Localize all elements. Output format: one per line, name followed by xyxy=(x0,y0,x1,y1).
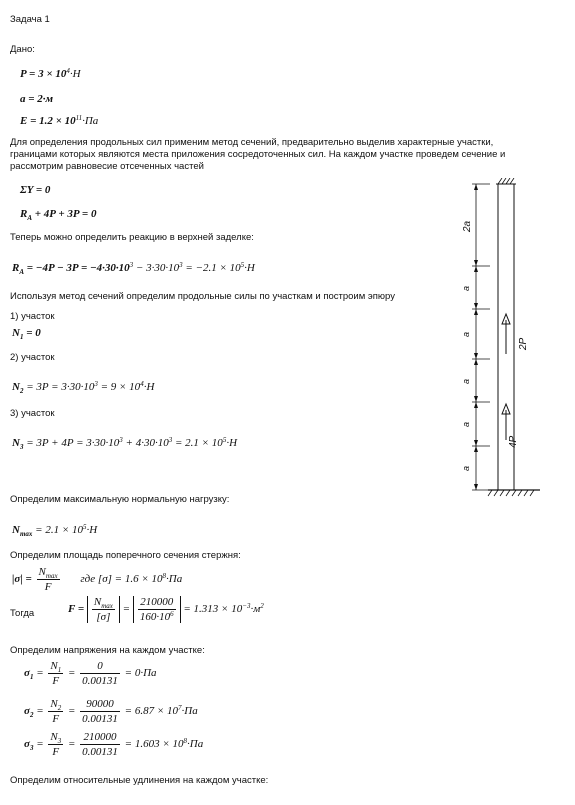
eq-n2: $N_2 = 3P = 3\cdot 30\cdot 10^3 = 9 \times 10^4\cdot H$ xyxy=(12,380,155,395)
eq-sum-y: ΣY = 0 xyxy=(20,184,51,196)
dim-a-4: a xyxy=(461,421,471,427)
eq-n1: $N_1 = 0$ xyxy=(12,327,41,341)
dim-a-3: a xyxy=(461,378,471,384)
dim-a-5: a xyxy=(461,465,471,471)
eq-sigma-3: $\sigma_3$ = $\frac{N_3}{F}$ = $\frac{210000}{0.00131}$ = $1.603 \times 10^8\cdot Па$ xyxy=(24,731,204,758)
method-text: Используя метод сечений определим продольные силы по участкам и построим эпюру xyxy=(10,291,395,302)
given-a: a = 2·м xyxy=(20,93,54,105)
reaction-text: Теперь можно определить реакцию в верхней заделке: xyxy=(10,232,254,243)
intro-line-2: границами которых являются места приложения сосредоточенных сил. На каждом участке проведем сечение и xyxy=(10,149,506,160)
eq-sigma-2: $\sigma_2$ = $\frac{N_2}{F}$ = $\frac{90000}{0.00131}$ = $6.87 \times 10^7\cdot Па$ xyxy=(24,698,198,725)
eq-nmax: $N_{max} = 2.1 \times 10^5\cdot H$ xyxy=(12,523,98,538)
task-title: Задача 1 xyxy=(10,14,50,25)
given-e: $E = 1.2 \times 10^{11}\cdot Па$ xyxy=(20,114,99,127)
section-3: 3) участок xyxy=(10,408,55,419)
area-text: Определим площадь поперечного сечения стержня: xyxy=(10,550,241,561)
section-2: 2) участок xyxy=(10,352,55,363)
eq-ra: $R_A = -4P - 3P = -4\cdot 30\cdot 10^3 - 3\cdot 30\cdot 10^3 = -2.1 \times 10^5\cdot H$ xyxy=(12,261,255,276)
eq-sigma-condition: |σ| = $\frac{N_{max}}{F}$ где $[\sigma] = 1.6 \times 10^8\cdot Па$ xyxy=(12,566,183,593)
eq-ra-equilibrium: $R_A + 4P + 3P = 0$ xyxy=(20,208,97,222)
dim-a-1: a xyxy=(461,285,471,291)
section-1: 1) участок xyxy=(10,311,55,322)
dim-a-2: a xyxy=(461,331,471,337)
given-p: $P = 3 \times 10^4\cdot H$ xyxy=(20,67,81,80)
stress-text: Определим напряжения на каждом участке: xyxy=(10,645,205,656)
then-label: Тогда xyxy=(10,608,35,619)
eq-n3: $N_3 = 3P + 4P = 3\cdot 30\cdot 10^3 + 4\cdot 30\cdot 10^3 = 2.1 \times 10^5\cdot H$ xyxy=(12,436,238,451)
eq-sigma-1: $\sigma_1$ = $\frac{N_1}{F}$ = $\frac{0}{0.00131}$ = 0·Па xyxy=(24,660,157,687)
intro-line-1: Для определения продольных сил применим метод сечений, предварительно выделив характерные участки, xyxy=(10,137,494,148)
intro-line-3: рассмотрим равновесие отсеченных частей xyxy=(10,161,204,172)
force-2p-label: 2P xyxy=(518,337,529,350)
max-text: Определим максимальную нормальную нагрузку: xyxy=(10,494,230,505)
given-label: Дано: xyxy=(10,44,35,55)
dim-2a: 2a xyxy=(462,220,473,232)
eq-f: F = $\frac{N_{max}}{[\sigma]}$ = $\frac{210000}{160\cdot 10^6}$ = $1.313 \times 10^{-3}\cdot м^2$ xyxy=(68,596,264,623)
force-4p-label: 4P xyxy=(508,435,519,448)
bar-diagram xyxy=(460,178,540,498)
elongation-text: Определим относительные удлинения на каждом участке: xyxy=(10,775,269,786)
